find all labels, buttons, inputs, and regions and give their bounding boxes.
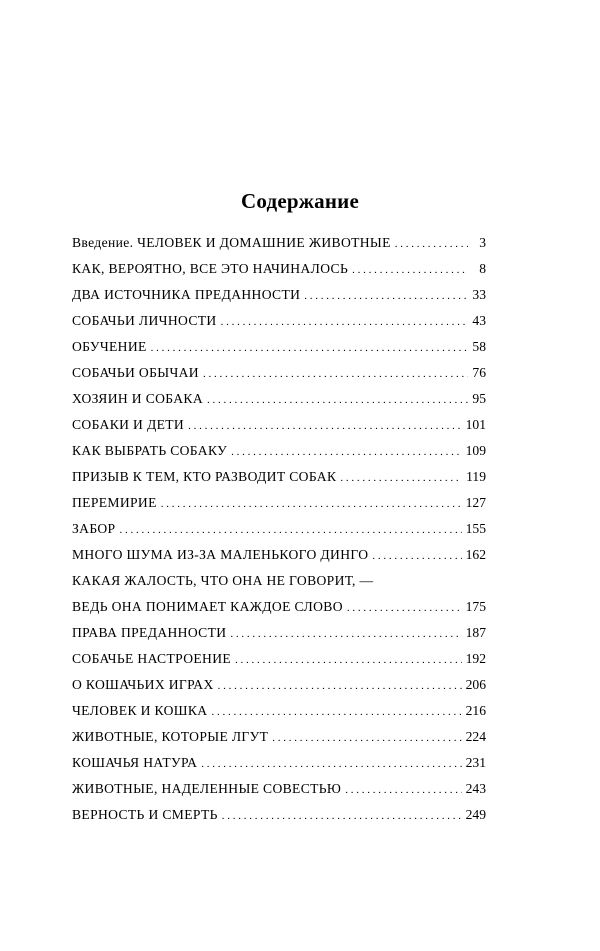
toc-page-number: 249 bbox=[465, 807, 486, 822]
toc-entry bbox=[72, 698, 486, 724]
toc-entry bbox=[72, 776, 486, 802]
toc-entry-title: ЧЕЛОВЕК И КОШКА bbox=[72, 703, 208, 718]
toc-leader-dots bbox=[235, 647, 462, 673]
toc-page-number: 206 bbox=[465, 677, 486, 692]
toc-entry-title: ЖИВОТНЫЕ, КОТОРЫЕ ЛГУТ bbox=[72, 729, 269, 744]
toc-page-number: 58 bbox=[472, 339, 486, 354]
toc-entry bbox=[72, 230, 486, 256]
toc-entry-title: КАК, ВЕРОЯТНО, ВСЕ ЭТО НАЧИНАЛОСЬ bbox=[72, 261, 349, 276]
toc-entry bbox=[72, 620, 486, 646]
toc-entry bbox=[72, 412, 486, 438]
toc-entry-title: КОШАЧЬЯ НАТУРА bbox=[72, 755, 198, 770]
toc-leader-dots bbox=[207, 387, 468, 413]
toc-leader-dots bbox=[347, 595, 462, 621]
toc-entry bbox=[72, 672, 486, 698]
toc-entry bbox=[72, 438, 486, 464]
toc-entry bbox=[72, 542, 486, 568]
toc-leader-dots bbox=[230, 621, 461, 647]
toc-page-number: 95 bbox=[472, 391, 486, 406]
toc-leader-dots bbox=[201, 751, 461, 777]
toc-leader-dots bbox=[304, 283, 468, 309]
toc-entry-title: СОБАКИ И ДЕТИ bbox=[72, 417, 185, 432]
toc-entry-title-line1: КАКАЯ ЖАЛОСТЬ, ЧТО ОНА НЕ ГОВОРИТ, — bbox=[72, 573, 374, 588]
toc-page-number: 224 bbox=[465, 729, 486, 744]
toc-entry bbox=[72, 802, 486, 828]
toc-leader-dots bbox=[218, 673, 462, 699]
toc-leader-dots bbox=[203, 361, 468, 387]
toc-entry-title: ЗАБОР bbox=[72, 521, 116, 536]
toc-page-number: 33 bbox=[472, 287, 486, 302]
toc-leader-dots bbox=[372, 543, 461, 569]
toc-page-number: 76 bbox=[472, 365, 486, 380]
toc-page-number: 8 bbox=[479, 261, 486, 276]
toc-leader-dots bbox=[222, 803, 462, 829]
toc-page-number: 119 bbox=[466, 469, 486, 484]
toc-page-number: 231 bbox=[465, 755, 486, 770]
toc-entry-title: ЖИВОТНЫЕ, НАДЕЛЕННЫЕ СОВЕСТЬЮ bbox=[72, 781, 342, 796]
toc-page-number: 109 bbox=[465, 443, 486, 458]
toc-leader-dots bbox=[340, 465, 462, 491]
toc-entry-title: СОБАЧЬЕ НАСТРОЕНИЕ bbox=[72, 651, 232, 666]
toc-leader-dots bbox=[211, 699, 461, 725]
toc-leader-dots bbox=[119, 517, 461, 543]
page-title: Содержание bbox=[241, 189, 359, 213]
toc-page-number: 43 bbox=[472, 313, 486, 328]
toc-entry bbox=[72, 256, 486, 282]
toc-entry-title: ОБУЧЕНИЕ bbox=[72, 339, 147, 354]
toc-entry bbox=[72, 724, 486, 750]
toc-entry-title: МНОГО ШУМА ИЗ-ЗА МАЛЕНЬКОГО ДИНГО bbox=[72, 547, 369, 562]
toc-entry-title-line2: ВЕДЬ ОНА ПОНИМАЕТ КАЖДОЕ СЛОВО bbox=[72, 599, 343, 614]
toc-entry bbox=[72, 464, 486, 490]
toc-entry bbox=[72, 360, 486, 386]
toc-entry-title: О КОШАЧЬИХ ИГРАХ bbox=[72, 677, 214, 692]
table-of-contents bbox=[72, 230, 486, 828]
toc-page-number: 127 bbox=[465, 495, 486, 510]
toc-page-number: 101 bbox=[465, 417, 486, 432]
toc-entry-title: СОБАЧЬИ ЛИЧНОСТИ bbox=[72, 313, 217, 328]
toc-entry-title: ВЕРНОСТЬ И СМЕРТЬ bbox=[72, 807, 218, 822]
toc-entry-title: ПРАВА ПРЕДАННОСТИ bbox=[72, 625, 227, 640]
toc-page-number: 187 bbox=[465, 625, 486, 640]
toc-entry-title: КАК ВЫБРАТЬ СОБАКУ bbox=[72, 443, 228, 458]
toc-entry-line2 bbox=[72, 594, 486, 620]
toc-entry-title: ПРИЗЫВ К ТЕМ, КТО РАЗВОДИТ СОБАК bbox=[72, 469, 337, 484]
toc-leader-dots bbox=[151, 335, 468, 361]
toc-entry-title: ДВА ИСТОЧНИКА ПРЕДАННОСТИ bbox=[72, 287, 301, 302]
toc-entry bbox=[72, 334, 486, 360]
toc-entry bbox=[72, 282, 486, 308]
toc-leader-dots bbox=[395, 231, 468, 257]
toc-entry bbox=[72, 386, 486, 412]
toc-page-number: 162 bbox=[465, 547, 486, 562]
toc-entry-title: Введение. ЧЕЛОВЕК И ДОМАШНИЕ ЖИВОТНЫЕ bbox=[72, 235, 391, 250]
toc-leader-dots bbox=[188, 413, 462, 439]
toc-entry bbox=[72, 308, 486, 334]
toc-page-number: 216 bbox=[465, 703, 486, 718]
toc-entry-title: ПЕРЕМИРИЕ bbox=[72, 495, 157, 510]
toc-page-number: 192 bbox=[465, 651, 486, 666]
toc-page-number: 155 bbox=[465, 521, 486, 536]
toc-leader-dots bbox=[231, 439, 462, 465]
toc-page-number: 3 bbox=[479, 235, 486, 250]
toc-leader-dots bbox=[345, 777, 461, 803]
toc-leader-dots bbox=[221, 309, 468, 335]
toc-leader-dots bbox=[161, 491, 462, 517]
toc-entry bbox=[72, 568, 486, 620]
toc-entry-title: ХОЗЯИН И СОБАКА bbox=[72, 391, 204, 406]
toc-page-number: 175 bbox=[465, 599, 486, 614]
toc-entry bbox=[72, 516, 486, 542]
toc-leader-dots bbox=[352, 257, 468, 283]
toc-entry-title: СОБАЧЬИ ОБЫЧАИ bbox=[72, 365, 199, 380]
toc-entry bbox=[72, 646, 486, 672]
toc-leader-dots bbox=[272, 725, 461, 751]
toc-entry bbox=[72, 490, 486, 516]
toc-page-number: 243 bbox=[465, 781, 486, 796]
toc-entry bbox=[72, 750, 486, 776]
